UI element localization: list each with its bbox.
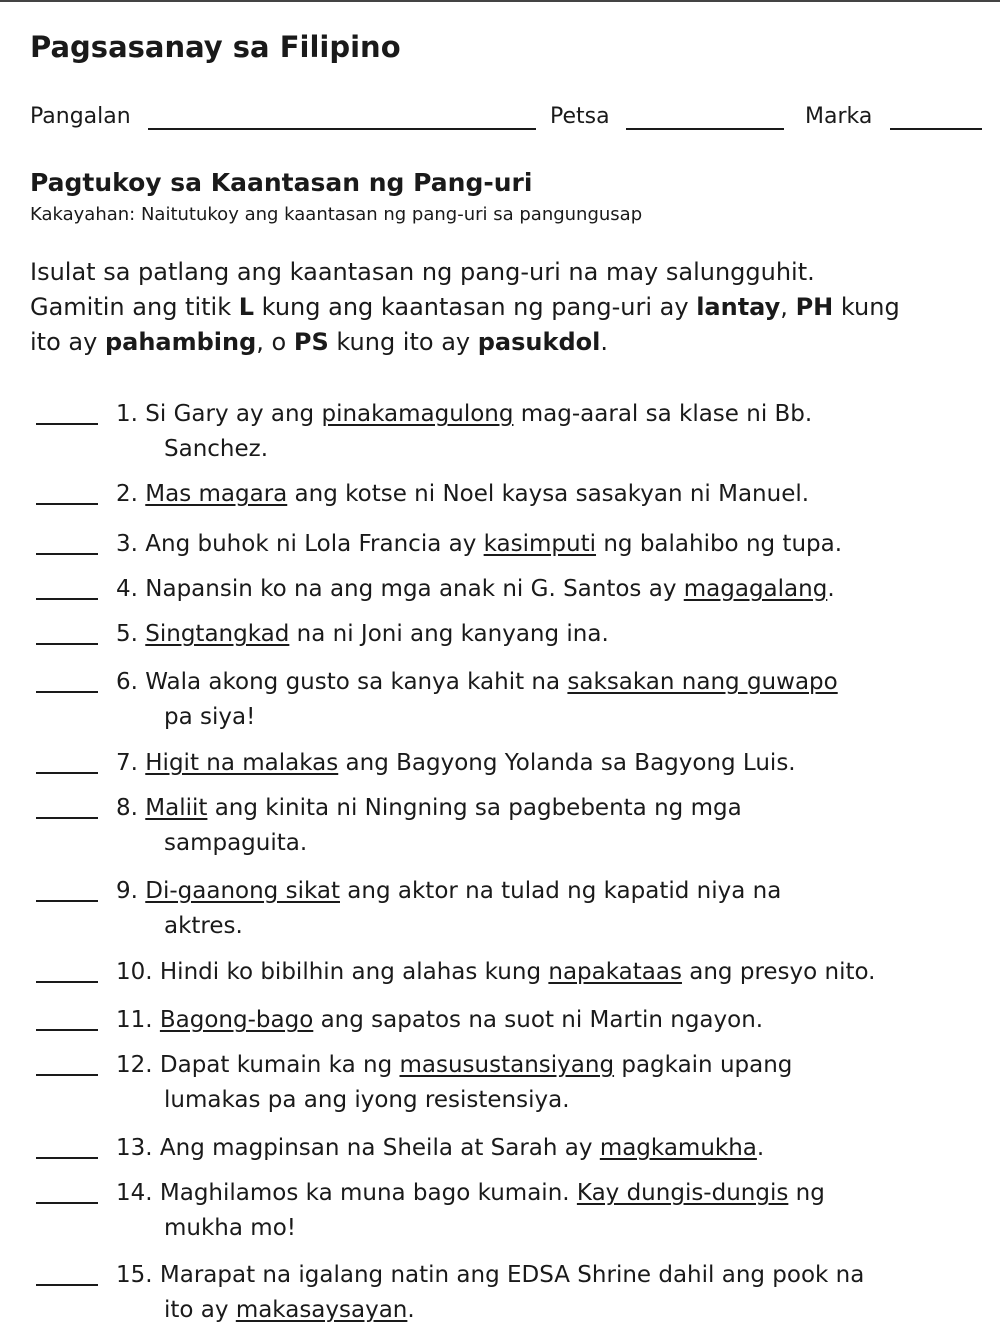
competency-text: Kakayahan: Naitutukoy ang kaantasan ng pang-uri sa pangungusap	[30, 204, 643, 225]
score-blank[interactable]	[890, 128, 982, 130]
answer-blank[interactable]	[36, 643, 98, 645]
instructions-line-1: Isulat sa patlang ang kaantasan ng pang-uri na may salungguhit.	[30, 258, 815, 286]
instructions-line-3: ito ay pahambing, o PS kung ito ay pasukdol.	[30, 328, 608, 356]
answer-blank[interactable]	[36, 503, 98, 505]
answer-blank[interactable]	[36, 691, 98, 693]
student-info-row	[30, 104, 985, 138]
answer-blank[interactable]	[36, 1029, 98, 1031]
name-label: Pangalan	[30, 104, 131, 129]
date-label: Petsa	[550, 104, 610, 129]
answer-blank[interactable]	[36, 817, 98, 819]
name-blank[interactable]	[148, 128, 536, 130]
instructions-line-2: Gamitin ang titik L kung ang kaantasan ng pang-uri ay lantay, PH kung	[30, 293, 900, 321]
page-title: Pagsasanay sa Filipino	[30, 30, 401, 64]
answer-blank[interactable]	[36, 1202, 98, 1204]
score-label: Marka	[805, 104, 873, 129]
answer-blank[interactable]	[36, 1284, 98, 1286]
answer-blank[interactable]	[36, 1074, 98, 1076]
top-border	[0, 0, 1000, 2]
answer-blank[interactable]	[36, 553, 98, 555]
answer-blank[interactable]	[36, 423, 98, 425]
answer-blank[interactable]	[36, 981, 98, 983]
answer-blank[interactable]	[36, 900, 98, 902]
answer-blank[interactable]	[36, 1157, 98, 1159]
instructions	[30, 255, 990, 360]
answer-blank[interactable]	[36, 772, 98, 774]
date-blank[interactable]	[626, 128, 784, 130]
answer-blank[interactable]	[36, 598, 98, 600]
section-title: Pagtukoy sa Kaantasan ng Pang-uri	[30, 168, 533, 197]
